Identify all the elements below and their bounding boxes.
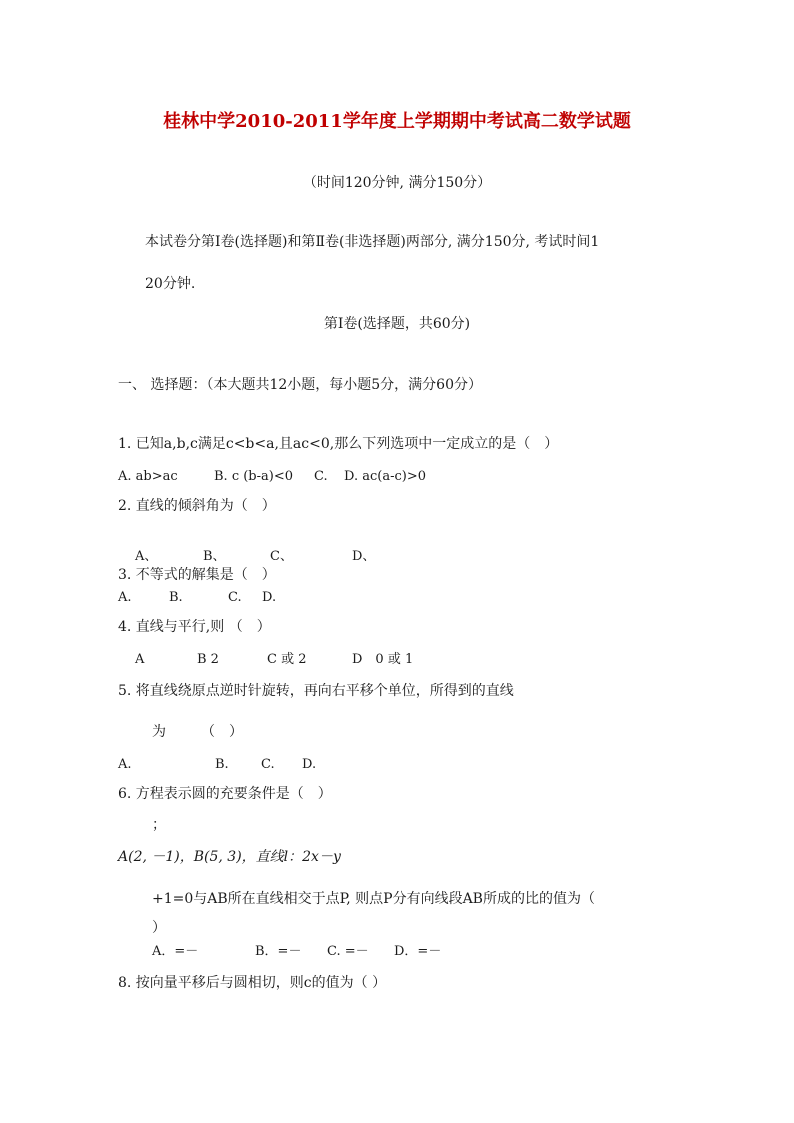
q2-stem: 2. 直线的倾斜角为（ ） <box>118 498 276 514</box>
q3-option-a: A. <box>118 590 132 605</box>
q7-options <box>152 943 441 961</box>
q2-option-c: C、 <box>270 549 293 564</box>
q5-option-a: A. <box>118 757 132 772</box>
q7-option-a: A．=－ <box>152 944 199 959</box>
q2-option-d: D、 <box>352 549 376 564</box>
q8-stem: 8. 按向量平移后与圆相切，则c的值为（ ） <box>118 975 387 991</box>
q2-option-b: B、 <box>203 549 226 564</box>
q3-options <box>118 589 276 607</box>
q2-options <box>135 548 375 566</box>
q4-stem: 4. 直线与平行,则 （ ） <box>118 619 271 635</box>
q7-option-d: D．=－ <box>394 944 442 959</box>
q3-option-d: D. <box>262 590 277 605</box>
q1-options <box>118 468 426 486</box>
q3-stem: 3. 不等式的解集是（ ） <box>118 567 276 583</box>
q5-options <box>118 756 316 774</box>
q6-sub: ； <box>152 817 166 833</box>
q1-option-a: A. ab>ac <box>118 469 178 484</box>
part1-heading: 第Ⅰ卷(选择题，共60分) <box>323 316 471 332</box>
q1-stem: 1. 已知a,b,c满足c<b<a,且ac<0,那么下列选项中一定成立的是（ ） <box>118 436 559 452</box>
q7-option-b: B．=－ <box>255 944 302 959</box>
q1-option-c: C. <box>314 469 328 484</box>
q4-option-a: A <box>135 652 145 667</box>
q7-line-1: A(2, －1)，B(5, 3)，直线l：2x－y <box>118 849 341 865</box>
q5-option-d: D. <box>302 757 317 772</box>
q4-option-b: B 2 <box>197 652 219 667</box>
intro-line-1: 本试卷分第Ⅰ卷(选择题)和第Ⅱ卷(非选择题)两部分, 满分150分, 考试时间1 <box>145 234 600 250</box>
q7-line-2: +1=0与AB所在直线相交于点P, 则点P分有向线段AB所成的比的值为（ <box>152 891 595 907</box>
exam-title: 桂林中学2010-2011学年度上学期期中考试高二数学试题 <box>163 111 631 132</box>
q4-option-d: D 0 或 1 <box>352 652 414 667</box>
q5-option-b: B. <box>215 757 229 772</box>
intro-line-2: 20分钟. <box>145 276 196 292</box>
exam-subtitle: （时间120分钟, 满分150分） <box>302 175 492 191</box>
q7-line-3: ） <box>152 920 166 936</box>
q1-option-d: D. ac(a-c)>0 <box>344 469 426 484</box>
q4-option-c: C 或 2 <box>267 652 307 667</box>
q5-stem-continued: 为 （ ） <box>152 724 243 740</box>
q3-option-c: C. <box>228 590 242 605</box>
q4-options <box>135 651 413 669</box>
section1-heading: 一、 选择题：（本大题共12小题，每小题5分，满分60分） <box>118 377 482 393</box>
q3-option-b: B. <box>169 590 183 605</box>
q7-option-c: C. =－ <box>327 944 369 959</box>
q1-option-b: B. c (b-a)<0 <box>214 469 294 484</box>
q5-stem: 5. 将直线绕原点逆时针旋转，再向右平移个单位，所得到的直线 <box>118 683 514 699</box>
q5-option-c: C. <box>261 757 275 772</box>
q6-stem: 6. 方程表示圆的充要条件是（ ） <box>118 786 332 802</box>
q2-option-a: A、 <box>135 549 158 564</box>
